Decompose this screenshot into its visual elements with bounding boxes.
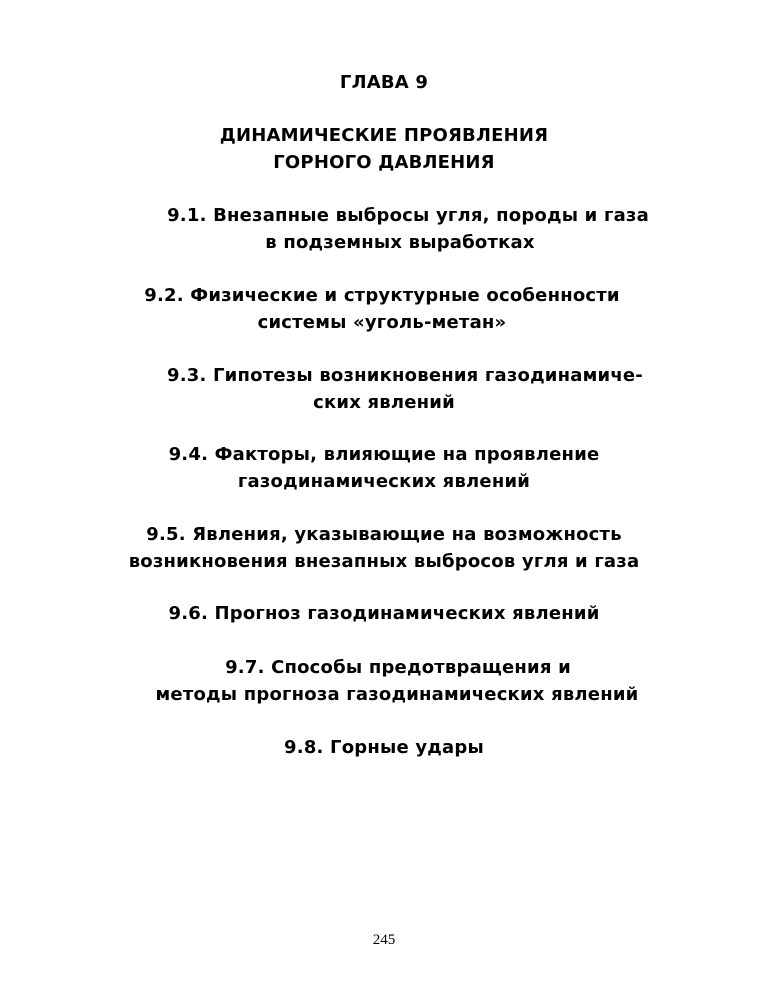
chapter-title-line-2: ГОРНОГО ДАВЛЕНИЯ bbox=[273, 152, 495, 173]
section-9-2-line-2: системы «уголь-метан» bbox=[257, 312, 507, 333]
section-9-6-line-1: 9.6. Прогноз газодинамических явлений bbox=[168, 603, 600, 624]
section-9-1-line-2: в подземных выработках bbox=[265, 232, 535, 253]
section-9-8-line-1: 9.8. Горные удары bbox=[284, 737, 484, 758]
section-9-2-line-1: 9.2. Физические и структурные особенности bbox=[144, 285, 620, 306]
section-9-5-line-2: возникновения внезапных выбросов угля и газа bbox=[128, 551, 640, 572]
section-9-5-line-1: 9.5. Явления, указывающие на возможность bbox=[146, 524, 622, 545]
page-number: 245 bbox=[372, 932, 396, 948]
chapter-title-line-1: ДИНАМИЧЕСКИЕ ПРОЯВЛЕНИЯ bbox=[219, 125, 549, 146]
section-9-4-line-2: газодинамических явлений bbox=[237, 471, 531, 492]
section-9-3-line-1: 9.3. Гипотезы возникновения газодинамиче- bbox=[167, 365, 643, 386]
section-9-7-line-1: 9.7. Способы предотвращения и bbox=[225, 657, 571, 678]
chapter-label: ГЛАВА 9 bbox=[339, 72, 429, 93]
section-9-7-line-2: методы прогноза газодинамических явлений bbox=[155, 684, 639, 705]
section-9-4-line-1: 9.4. Факторы, влияющие на проявление bbox=[168, 444, 600, 465]
section-9-1-line-1: 9.1. Внезапные выбросы угля, породы и газа bbox=[167, 205, 649, 226]
section-9-3-line-2: ских явлений bbox=[313, 392, 455, 413]
